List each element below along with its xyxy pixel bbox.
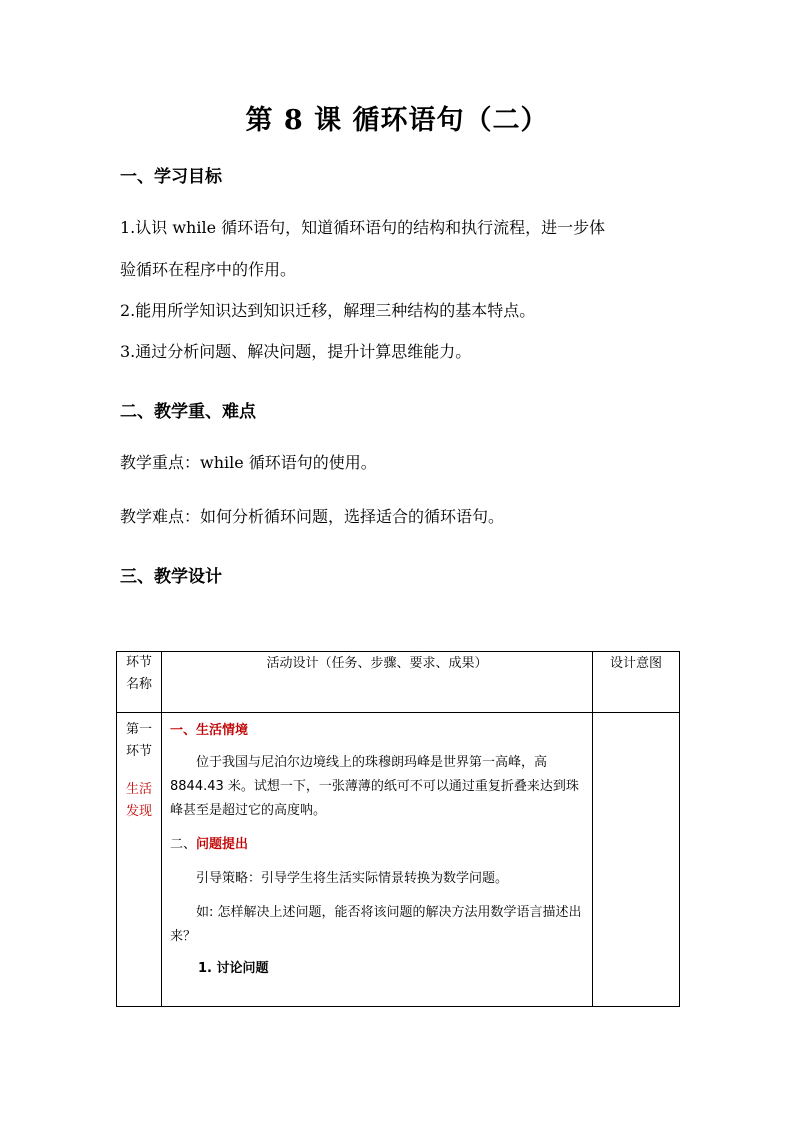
content-paragraph-3: 如: 怎样解决上述问题，能否将该问题的解决方法用数学语言描述出来？ [170, 905, 582, 944]
stage-number-line-1: 第一 [125, 722, 152, 737]
table-row [117, 713, 680, 1007]
stage-name-line-1: 生活 [125, 782, 152, 797]
page-title: 第 8 课 循环语句（二） [245, 105, 549, 136]
objective-1-line-1: 1.认识 while 循环语句，知道循环语句的结构和执行流程，进一步体 [120, 218, 606, 237]
content-paragraph-2: 引导策略：引导学生将生活实际情景转换为数学问题。 [196, 871, 509, 886]
content-paragraph-1: 位于我国与尼泊尔边境线上的珠穆朗玛峰是世界第一高峰，高 8844.43 米。试想一下，一张薄薄的纸可不可以通过重复折叠来达到珠峰甚至是超过它的高度呐。 [170, 755, 579, 818]
content-section-1-title: 生活情境 [196, 723, 249, 738]
content-subheading-1: 1. 讨论问题 [198, 961, 269, 976]
content-section-2-title: 问题提出 [196, 837, 249, 852]
objective-2: 2.能用所学知识达到知识迁移，解理三种结构的基本特点。 [120, 301, 536, 320]
objective-1-line-2: 验循环在程序中的作用。 [120, 260, 297, 279]
stage-number-line-2: 环节 [125, 744, 152, 759]
content-section-1 [170, 719, 584, 743]
stage-cell [117, 713, 162, 1007]
difficulty-point: 教学难点：如何分析循环问题，选择适合的循环语句。 [120, 507, 505, 526]
content-section-2-prefix: 二、 [170, 837, 197, 852]
key-point: 教学重点：while 循环语句的使用。 [120, 453, 377, 472]
header-stage-name: 环节名称 [117, 652, 162, 713]
section-heading-objectives: 一、学习目标 [120, 167, 222, 187]
activity-content-cell [162, 713, 593, 1007]
design-intent-cell [593, 713, 680, 1007]
section-heading-keypoints: 二、教学重、难点 [120, 402, 256, 422]
objective-3: 3.通过分析问题、解决问题，提升计算思维能力。 [120, 342, 472, 361]
teaching-design-table [116, 651, 680, 1007]
section-heading-design: 三、教学设计 [120, 567, 222, 587]
content-section-1-prefix: 一、 [170, 723, 197, 738]
header-design-intent: 设计意图 [593, 652, 680, 713]
table-header-row [117, 652, 680, 713]
content-section-2 [170, 833, 584, 857]
stage-name-line-2: 发现 [125, 804, 152, 819]
header-activity-design: 活动设计（任务、步骤、要求、成果） [162, 652, 593, 713]
